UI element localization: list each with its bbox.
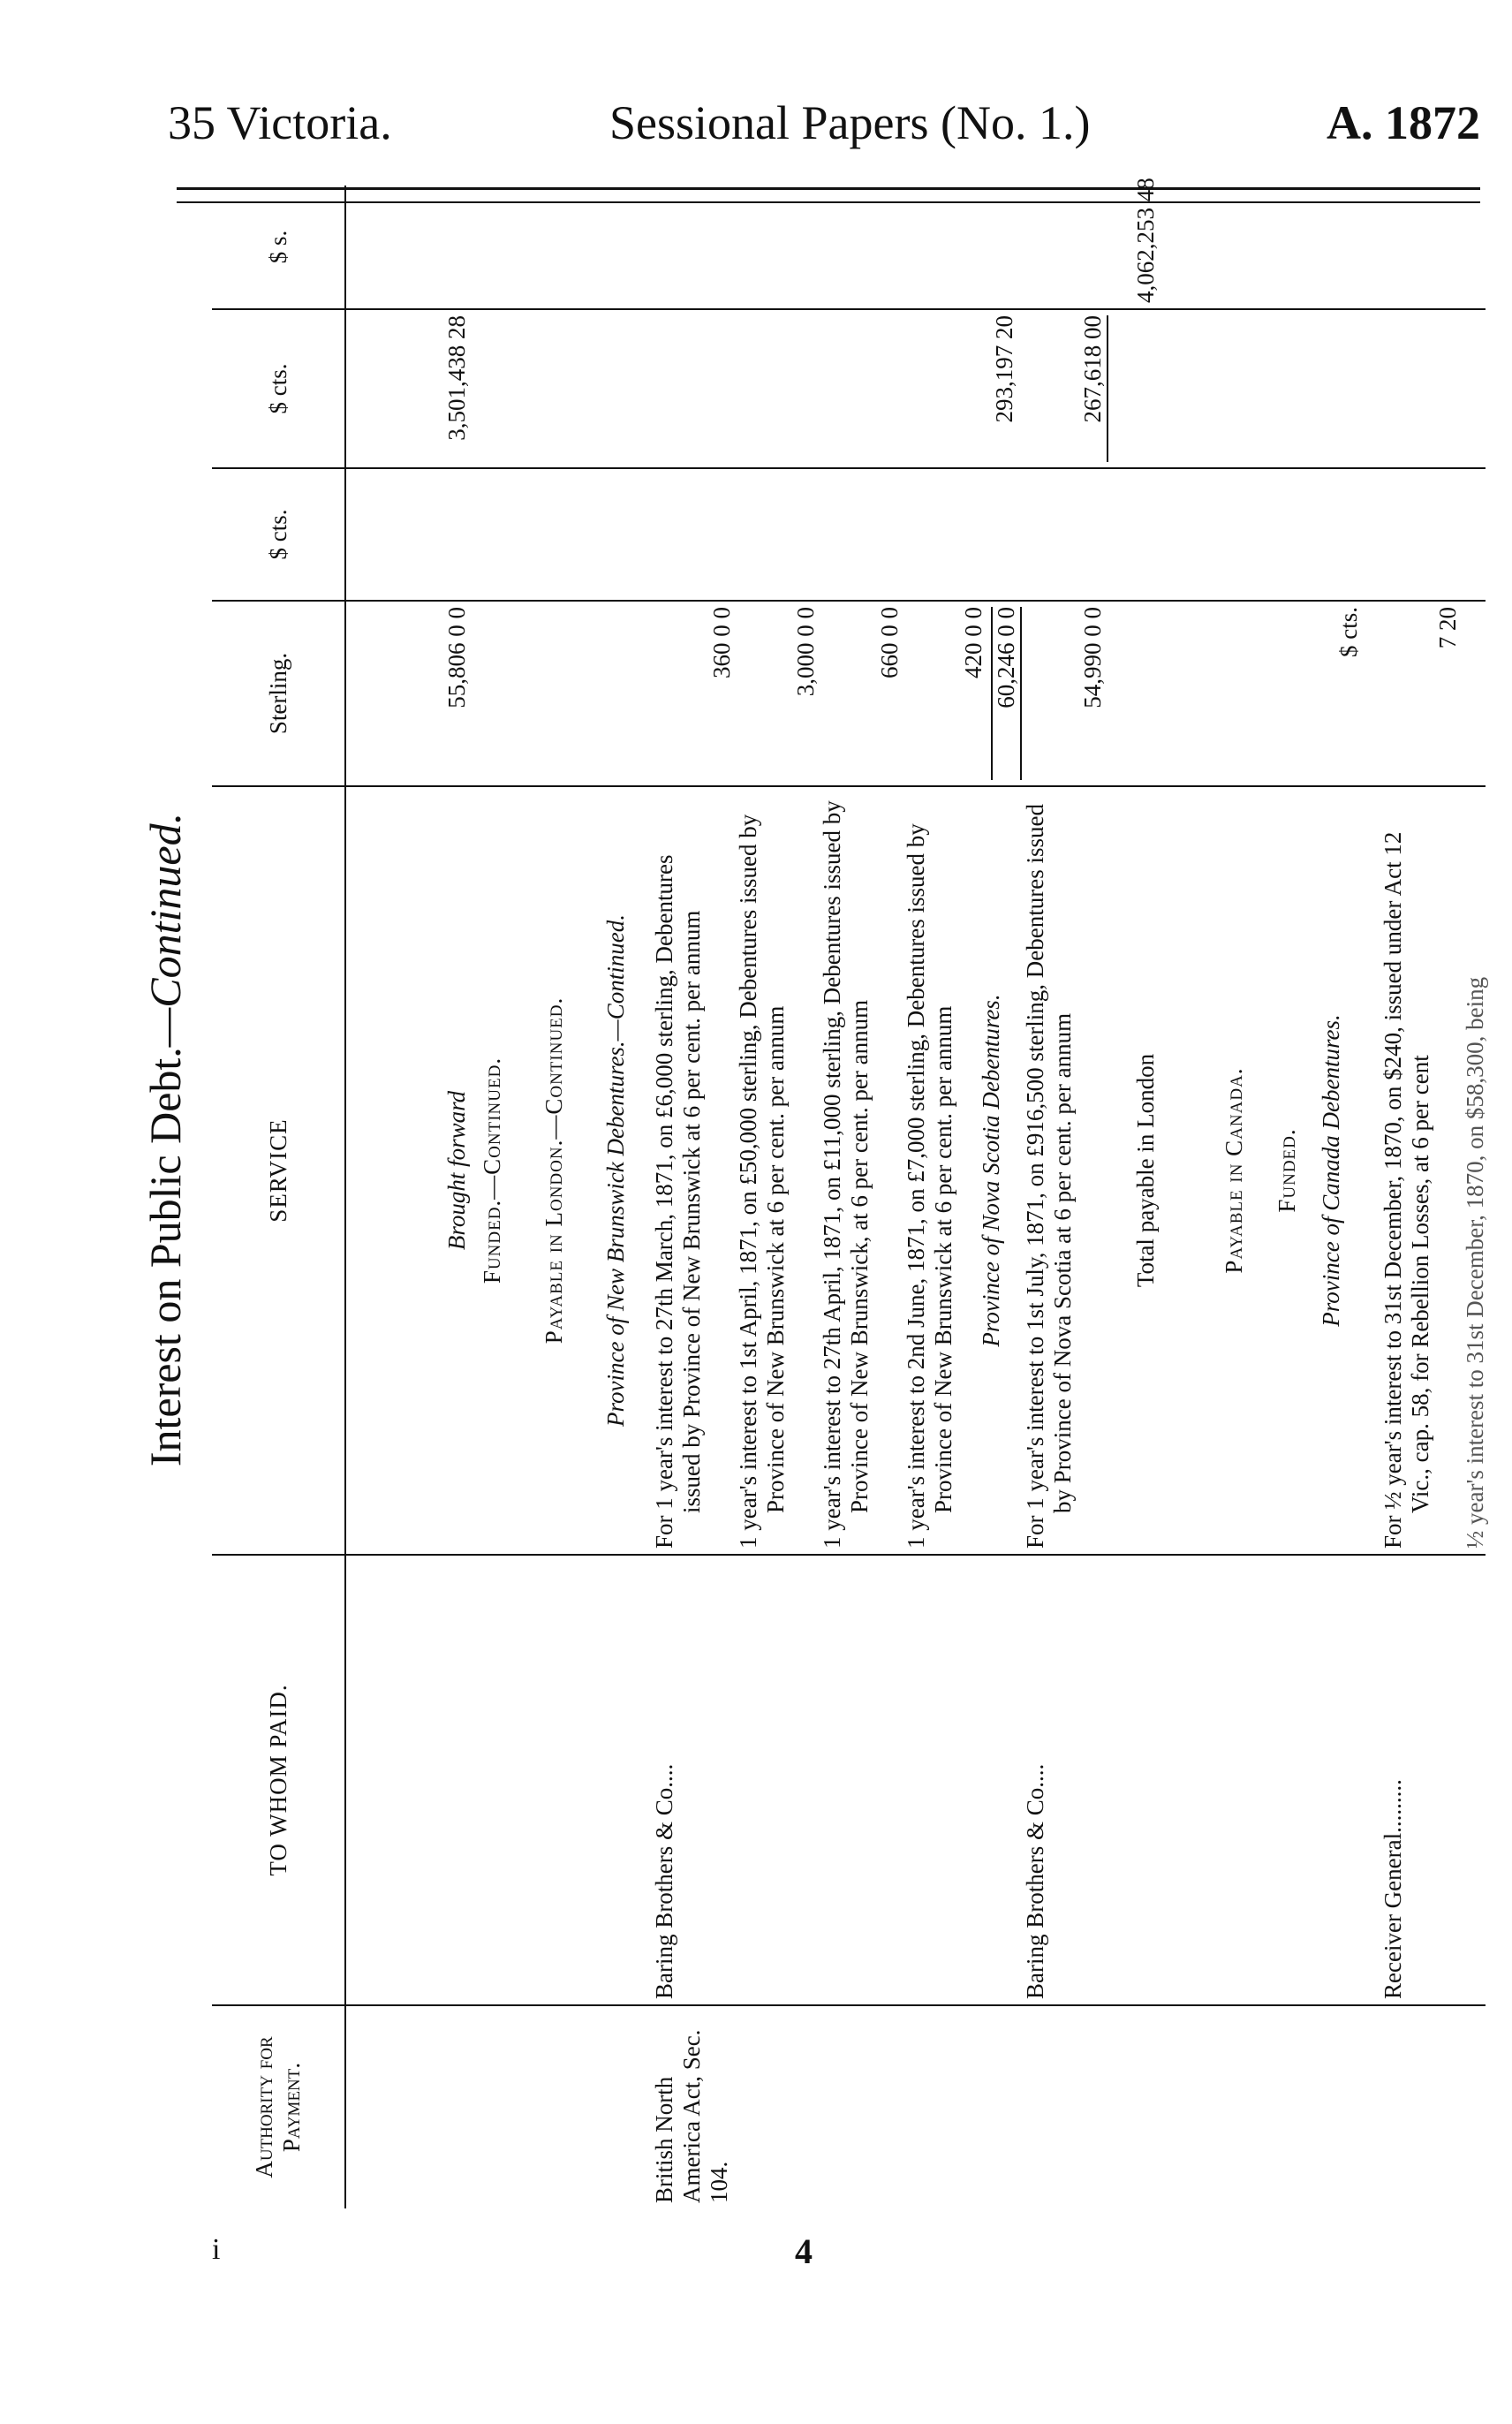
service-ns-heading: Province of Nova Scotia Debentures. <box>978 994 1004 1347</box>
service-total-london: Total payable in London <box>1132 1053 1159 1288</box>
header-year: A. 1872 <box>1327 96 1480 149</box>
title-main: Interest on Public Debt. <box>140 1047 190 1467</box>
interest-table <box>212 178 1488 2208</box>
sterling-nb-total: 60,246 0 0 <box>991 607 1022 780</box>
to-whom-cell <box>345 1555 1486 2005</box>
authority-cell <box>345 2005 1486 2208</box>
payee-canada: Receiver General......... <box>1380 1779 1406 1999</box>
col-header-authority: Authority for Payment. <box>212 2005 345 2208</box>
service-payable-london: Payable in London.—Continued. <box>541 996 567 1345</box>
service-canada-heading: Province of Canada Debentures. <box>1318 1014 1344 1327</box>
dollars-nb-total: 293,197 20 <box>991 315 1017 423</box>
sterling-canada-1: 7 20 <box>1434 607 1461 649</box>
service-nb-heading: Province of New Brunswick Debentures.—Continued. <box>602 914 629 1427</box>
sterling-nb-3: 660 0 0 <box>876 607 903 678</box>
dollars-2-cell <box>345 309 1486 468</box>
service-payable-canada: Payable in Canada. <box>1221 1067 1247 1274</box>
sterling-currency-label: $ cts. <box>1335 607 1362 657</box>
sterling-nb-4: 420 0 0 <box>960 607 987 678</box>
sterling-ns-1: 54,990 0 0 <box>1079 607 1106 708</box>
service-ns-entry-1: For 1 year's interest to 1st July, 1871, on £916,500 sterling, Debentures issued by Province of Nova Scotia at 6 per cent. per annum <box>1022 803 1076 1549</box>
col-header-service: SERVICE <box>212 786 345 1555</box>
service-canada-entry-2: ½ year's interest to 31st December, 1870, on $58,300, being <box>1462 976 1488 1549</box>
service-nb-entry-4: 1 year's interest to 2nd June, 1871, on £7,000 sterling, Debentures issued by Province of New Brunswick at 6 per cent. per annum <box>903 823 956 1549</box>
header-session: 35 Victoria. <box>168 96 392 149</box>
service-nb-entry-3: 1 year's interest to 27th April, 1871, on £11,000 sterling, Debentures issued by Province of New Brunswick, at 6 per cent. per annum <box>819 800 873 1549</box>
margin-mark: i <box>212 2233 221 2266</box>
dollars-ns-1: 267,618 00 <box>1079 315 1108 462</box>
col-header-to-whom: TO WHOM PAID. <box>212 1555 345 2005</box>
table-header-row <box>212 186 345 2208</box>
dollars-brought-forward: 3,501,438 28 <box>443 315 470 441</box>
dollars-total-london: 4,062,253 48 <box>1132 178 1159 303</box>
rotated-table-page <box>140 178 1488 2208</box>
page-title <box>140 742 191 1537</box>
title-suffix: —Continued. <box>140 812 190 1048</box>
sterling-nb-1: 360 0 0 <box>708 607 735 678</box>
col-header-sterling: Sterling. <box>212 601 345 786</box>
service-funded-continued: Funded.—Continued. <box>479 1057 505 1284</box>
header-papers: Sessional Papers (No. 1.) <box>609 96 1091 149</box>
col-header-dollars-3: $ s. <box>212 186 345 309</box>
service-funded: Funded. <box>1274 1128 1300 1213</box>
table-body-row <box>345 186 1486 2208</box>
payee-ns: Baring Brothers & Co.... <box>1022 1763 1048 1999</box>
payee-nb: Baring Brothers & Co.... <box>651 1763 677 1999</box>
sterling-cell <box>345 601 1486 786</box>
col-header-dollars-2: $ cts. <box>212 309 345 468</box>
dollars-1-cell <box>345 468 1486 601</box>
page-number: 4 <box>795 2231 813 2271</box>
service-brought-forward: Brought forward <box>443 1090 470 1251</box>
authority-text: British North America Act, Sec. 104. <box>651 2029 732 2203</box>
sterling-brought-forward: 55,806 0 0 <box>443 607 470 708</box>
service-cell <box>345 786 1486 1555</box>
sterling-nb-2: 3,000 0 0 <box>792 607 819 697</box>
service-nb-entry-1: For 1 year's interest to 27th March, 1871, on £6,000 sterling, Debentures issued by Province of New Brunswick at 6 per cent. per annum <box>651 854 705 1549</box>
service-canada-entry-1: For ½ year's interest to 31st December, 1870, on $240, issued under Act 12 Vic., cap. 58, for Rebellion Losses, at 6 per cent <box>1380 831 1433 1549</box>
col-header-dollars-1: $ cts. <box>212 468 345 601</box>
dollars-3-cell <box>345 178 1486 309</box>
service-nb-entry-2: 1 year's interest to 1st April, 1871, on £50,000 sterling, Debentures issued by Province of New Brunswick at 6 per cent. per annum <box>735 814 789 1549</box>
